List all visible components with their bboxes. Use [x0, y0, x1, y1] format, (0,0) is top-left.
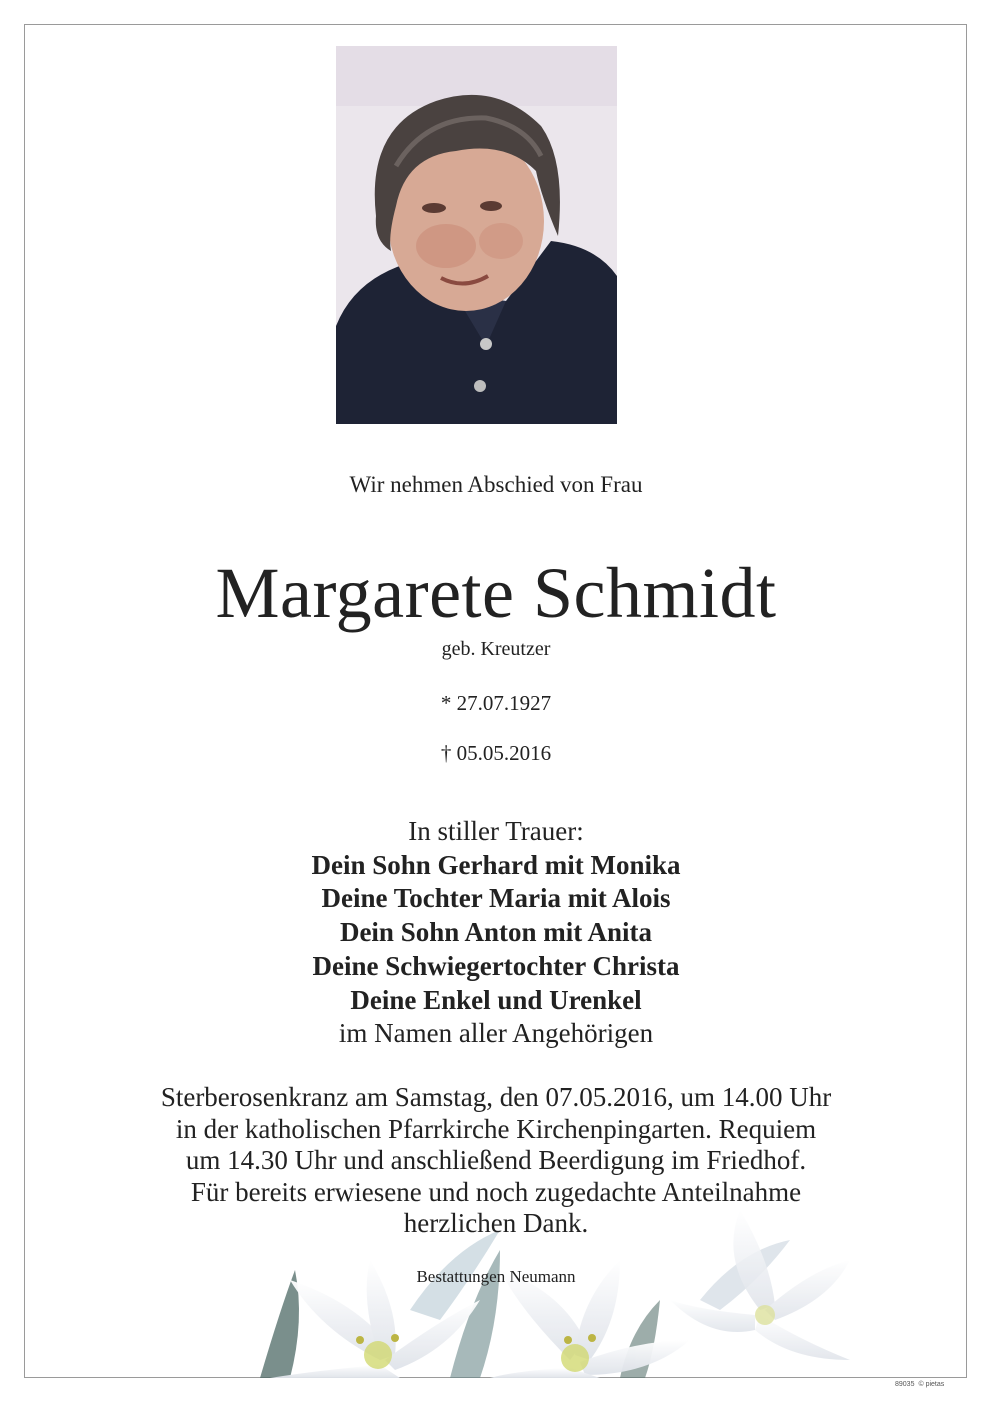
- mourning-closing: im Namen aller Angehörigen: [338, 1018, 654, 1049]
- mourner-line: Deine Tochter Maria mit Alois: [321, 883, 671, 914]
- print-code: [895, 1381, 948, 1388]
- service-line: Für bereits erwiesene und noch zugedachte Anteilnahme: [190, 1176, 802, 1207]
- deceased-name: Margarete Schmidt: [215, 553, 777, 633]
- mourner-line: Dein Sohn Anton mit Anita: [339, 917, 653, 948]
- print-brand: © pietas: [918, 1381, 945, 1388]
- service-line: um 14.30 Uhr und anschließend Beerdigung im Friedhof.: [185, 1145, 807, 1175]
- mourner-line: Dein Sohn Gerhard mit Monika: [311, 849, 681, 880]
- maiden-name: geb. Kreutzer: [441, 638, 551, 660]
- service-line: in der katholischen Pfarrkirche Kirchenpingarten. Requiem: [175, 1113, 817, 1144]
- service-line: herzlichen Dank.: [403, 1208, 589, 1238]
- undertaker-name: Bestattungen Neumann: [416, 1267, 576, 1286]
- mourning-heading: In stiller Trauer:: [408, 816, 584, 846]
- service-info: [0, 1082, 992, 1240]
- death-date: † 05.05.2016: [440, 741, 552, 765]
- portrait-photo: [336, 46, 617, 424]
- farewell-intro: Wir nehmen Abschied von Frau: [349, 472, 643, 497]
- mourning-block: [0, 815, 992, 1051]
- birth-date: * 27.07.1927: [440, 691, 552, 715]
- mourner-line: Deine Schwiegertochter Christa: [312, 950, 680, 981]
- mourner-line: Deine Enkel und Urenkel: [350, 984, 642, 1015]
- print-code-number: 89035: [895, 1381, 915, 1388]
- service-line: Sterberosenkranz am Samstag, den 07.05.2016, um 14.00 Uhr: [160, 1082, 832, 1112]
